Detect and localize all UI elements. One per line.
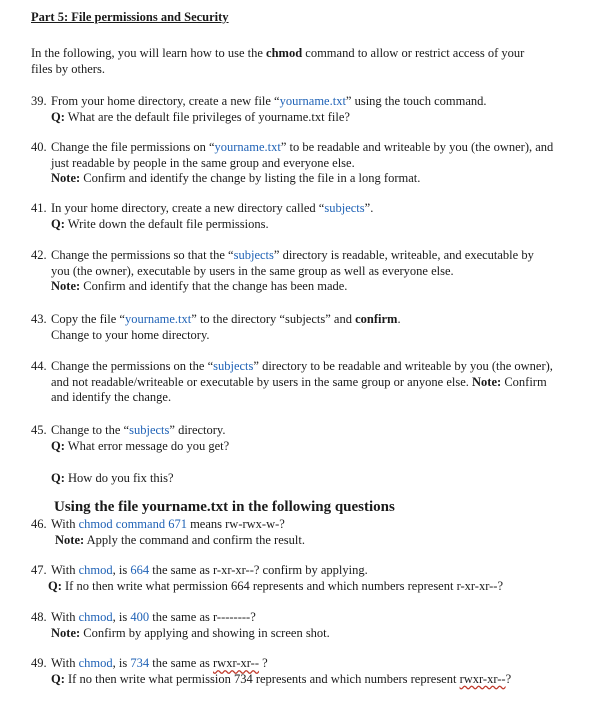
- note-text: Apply the command and confirm the result.: [84, 532, 305, 547]
- command: chmod: [78, 656, 113, 670]
- section-title: Part 5: File permissions and Security: [31, 10, 229, 24]
- intro-command: chmod: [266, 46, 303, 60]
- q-text: What error message do you get?: [64, 438, 230, 453]
- q-label: Q:: [51, 671, 65, 686]
- question-number: 49.: [31, 656, 47, 670]
- question-text-line-2: Change to your home directory.: [51, 327, 210, 342]
- note-text: Confirm and identify that the change has been made.: [80, 279, 348, 293]
- directory-name: subjects: [324, 201, 365, 215]
- question-text: .: [397, 312, 401, 326]
- question-text: ” directory to be readable and writeable by you (the owner),: [253, 359, 553, 373]
- command: chmod: [78, 563, 113, 577]
- note-label: Note:: [55, 532, 85, 547]
- permission-value: 400: [130, 610, 150, 624]
- q-text: What are the default file privileges of yourname.txt file?: [64, 109, 350, 124]
- question-text: , is: [112, 656, 131, 670]
- intro-text: In the following, you will learn how to use the: [31, 46, 267, 60]
- question-number: 46.: [31, 517, 47, 531]
- question-text: Change the file permissions on “: [51, 140, 215, 154]
- question-text: In your home directory, create a new directory called “: [51, 201, 325, 215]
- filename: yourname.txt: [124, 312, 192, 326]
- permission-string: rwxr-xr--: [213, 656, 260, 670]
- command: chmod: [78, 610, 113, 624]
- directory-name: subjects: [213, 359, 254, 373]
- question-49: [31, 656, 591, 687]
- question-number: 43.: [31, 312, 47, 326]
- question-text: With: [51, 610, 79, 624]
- note-label: Note:: [472, 374, 502, 389]
- question-text-line-2: and not readable/writeable or executable by users in the same group or anyone else.: [51, 374, 473, 389]
- q-label: Q:: [51, 216, 65, 231]
- directory-name: subjects: [233, 248, 274, 262]
- question-text-line-2: you (the owner), executable by users in the same group as well as everyone else.: [51, 263, 454, 278]
- question-41: [31, 201, 591, 232]
- intro-line-2: files by others.: [31, 61, 105, 76]
- intro-text-2: command to allow or restrict access of your: [302, 46, 525, 60]
- q-text-2: How do you fix this?: [64, 471, 174, 485]
- confirm-emphasis: confirm: [355, 312, 398, 326]
- q-label-2: Q:: [51, 471, 65, 485]
- question-text: the same as r--------?: [149, 610, 256, 624]
- question-text: With: [51, 563, 79, 577]
- q-text-end: ?: [505, 671, 512, 686]
- q-label: Q:: [51, 109, 65, 124]
- question-46: [31, 517, 591, 548]
- question-text: ” directory.: [169, 423, 226, 437]
- question-39: [31, 94, 591, 125]
- filename: yourname.txt: [279, 94, 346, 108]
- note-text: Confirm: [501, 374, 547, 389]
- note-label: Note:: [51, 171, 81, 185]
- question-47: [31, 563, 591, 594]
- question-text: Copy the file “: [51, 312, 125, 326]
- note-label: Note:: [51, 625, 81, 640]
- question-text: Change the permissions on the “: [51, 359, 214, 373]
- question-text: ” using the touch command.: [345, 94, 487, 108]
- question-text: ” to the directory “subjects” and: [191, 312, 356, 326]
- question-text: From your home directory, create a new file “: [51, 94, 280, 108]
- question-text: the same as: [149, 656, 213, 670]
- note-label: Note:: [51, 279, 81, 293]
- q-text: If no then write what permission 664 represents and which numbers represent r-xr-xr--?: [61, 578, 504, 593]
- question-42: [31, 248, 591, 295]
- q-label: Q:: [48, 578, 62, 593]
- question-text: , is: [112, 610, 131, 624]
- q-text: If no then write what permission 734 represents and which numbers represent: [64, 671, 460, 686]
- command: chmod command 671: [78, 517, 187, 531]
- question-number: 47.: [31, 563, 47, 577]
- question-number: 39.: [31, 94, 47, 108]
- question-text: the same as r-xr-xr--? confirm by applying.: [149, 563, 368, 577]
- question-number: 48.: [31, 610, 47, 624]
- question-text: ?: [259, 656, 268, 670]
- question-40: [31, 140, 591, 187]
- question-text: ”.: [364, 201, 374, 215]
- permission-string: rwxr-xr--: [459, 671, 506, 686]
- question-48: [31, 610, 591, 641]
- question-number: 45.: [31, 423, 47, 437]
- question-text: With: [51, 517, 79, 531]
- question-number: 44.: [31, 359, 47, 373]
- question-text: means rw-rwx-w-?: [186, 517, 285, 531]
- question-43: [31, 312, 591, 343]
- question-text: ” to be readable and writeable by you (the owner), and: [280, 140, 554, 154]
- question-text: Change the permissions so that the “: [51, 248, 234, 262]
- q-text: Write down the default file permissions.: [64, 216, 269, 231]
- question-text: With: [51, 656, 79, 670]
- directory-name: subjects: [129, 423, 170, 437]
- permission-value: 734: [130, 656, 150, 670]
- question-45: [31, 423, 591, 487]
- question-number: 40.: [31, 140, 47, 154]
- question-44: [31, 359, 591, 406]
- note-text: Confirm by applying and showing in screen shot.: [80, 625, 330, 640]
- permission-value: 664: [130, 563, 150, 577]
- note-text: Confirm and identify the change by listing the file in a long format.: [80, 171, 421, 185]
- question-text: Change to the “: [51, 423, 130, 437]
- question-number: 42.: [31, 248, 47, 262]
- subsection-heading: Using the file yourname.txt in the following questions: [54, 499, 395, 515]
- question-text: , is: [112, 563, 131, 577]
- intro-paragraph: [31, 46, 591, 77]
- filename: yourname.txt: [214, 140, 281, 154]
- question-number: 41.: [31, 201, 47, 215]
- question-text-line-3: and identify the change.: [51, 390, 172, 404]
- question-text-line-2: just readable by people in the same group and everyone else.: [51, 155, 355, 170]
- question-text: ” directory is readable, writeable, and executable by: [273, 248, 534, 262]
- q-label: Q:: [51, 438, 65, 453]
